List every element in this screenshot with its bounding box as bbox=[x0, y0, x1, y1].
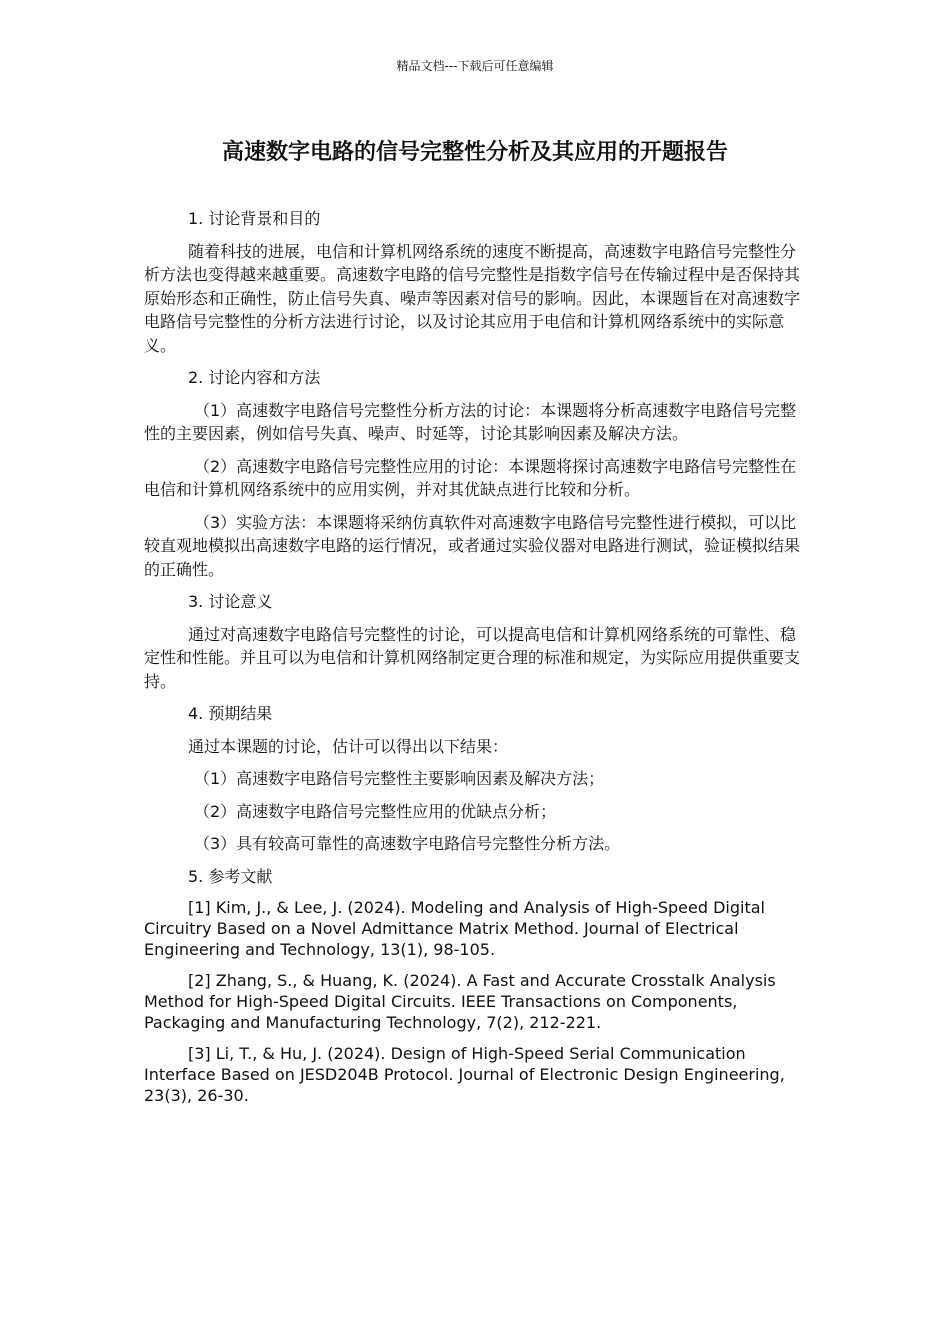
expected-result-item-2: （2）高速数字电路信号完整性应用的优缺点分析； bbox=[194, 801, 557, 821]
reference-item-1: [1] Kim, J., & Lee, J. (2024). Modeling and Analysis of High-Speed Digital Circuitry Based on a Novel Admittance Matrix Method. Journal of Electrical Engineering and Technology, 13(1), 98-105. bbox=[144, 898, 765, 959]
document-body bbox=[144, 207, 806, 1116]
page-header: 精品文档---下载后可任意编辑 bbox=[396, 59, 554, 73]
expected-result-item-3: （3）具有较高可靠性的高速数字电路信号完整性分析方法。 bbox=[194, 834, 621, 853]
reference-item-3: [3] Li, T., & Hu, J. (2024). Design of High-Speed Serial Communication Interface Based on JESD204B Protocol. Journal of Electronic Design Engineering, 23(3), 26-30. bbox=[144, 1044, 785, 1105]
significance-paragraph: 通过对高速数字电路信号完整性的讨论，可以提高电信和计算机网络系统的可靠性、稳定性和性能。并且可以为电信和计算机网络制定更合理的标准和规定，为实际应用提供重要支持。 bbox=[144, 624, 801, 691]
expected-result-item-1: （1）高速数字电路信号完整性主要影响因素及解决方法； bbox=[194, 769, 605, 788]
content-item-2: （2）高速数字电路信号完整性应用的讨论：本课题将探讨高速数字电路信号完整性在电信和计算机网络系统中的应用实例，并对其优缺点进行比较和分析。 bbox=[144, 456, 797, 499]
section-heading-content-methods: 2. 讨论内容和方法 bbox=[188, 368, 321, 387]
document-title: 高速数字电路的信号完整性分析及其应用的开题报告 bbox=[221, 140, 728, 165]
content-item-1: （1）高速数字电路信号完整性分析方法的讨论：本课题将分析高速数字电路信号完整性的主要因素，例如信号失真、噪声、时延等，讨论其影响因素及解决方法。 bbox=[144, 400, 797, 443]
section-heading-expected-results: 4. 预期结果 bbox=[188, 704, 273, 723]
section-heading-references: 5. 参考文献 bbox=[188, 866, 273, 886]
reference-item-2: [2] Zhang, S., & Huang, K. (2024). A Fast and Accurate Crosstalk Analysis Method for High-Speed Digital Circuits. IEEE Transactions on Components, Packaging and Manufacturing Technology, 7(2), 212-221. bbox=[144, 971, 776, 1032]
content-item-3: （3）实验方法：本课题将采纳仿真软件对高速数字电路信号完整性进行模拟，可以比较直观地模拟出高速数字电路的运行情况，或者通过实验仪器对电路进行测试，验证模拟结果的正确性。 bbox=[144, 512, 801, 579]
expected-results-intro: 通过本课题的讨论，估计可以得出以下结果： bbox=[188, 736, 509, 756]
section-heading-background: 1. 讨论背景和目的 bbox=[188, 209, 321, 228]
background-paragraph: 随着科技的进展，电信和计算机网络系统的速度不断提高，高速数字电路信号完整性分析方法也变得越来越重要。高速数字电路的信号完整性是指数字信号在传输过程中是否保持其原始形态和正确性，防止信号失真、噪声等因素对信号的影响。因此，本课题旨在对高速数字电路信号完整性的分析方法进行讨论，以及讨论其应用于电信和计算机网络系统中的实际意义。 bbox=[144, 241, 801, 355]
section-heading-significance: 3. 讨论意义 bbox=[188, 592, 273, 611]
